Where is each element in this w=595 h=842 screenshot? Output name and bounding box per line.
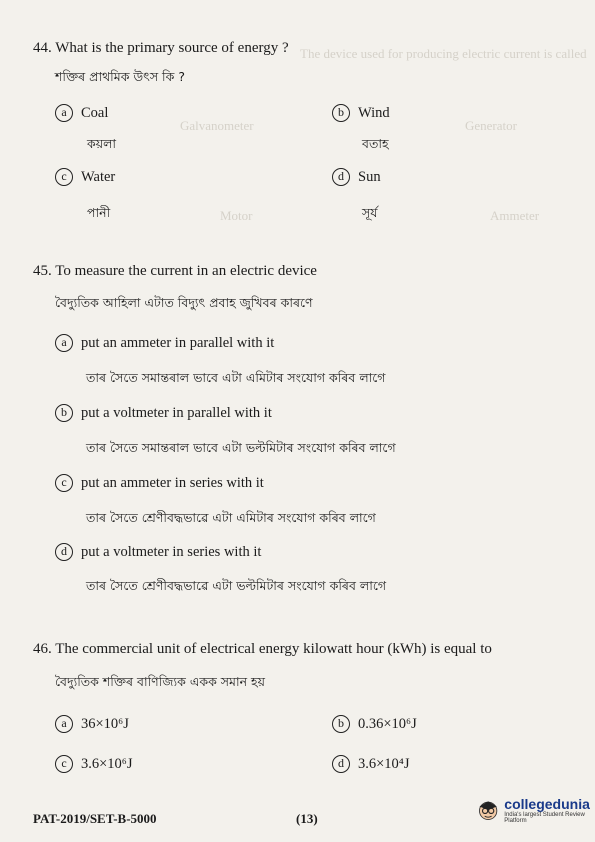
q44-option-a[interactable] — [55, 104, 108, 122]
q44-option-d[interactable] — [332, 168, 381, 186]
option-text: put an ammeter in parallel with it — [81, 334, 275, 351]
q46-option-b[interactable] — [332, 715, 417, 733]
bleed-through-text: The device used for producing electric current is called — [300, 46, 587, 61]
q45-option-d-translation: তাৰ সৈতে শ্ৰেণীবদ্ধভাৱে এটা ভল্টমিটাৰ সংযোগ কৰিব লাগে — [86, 578, 387, 593]
collegedunia-logo[interactable] — [476, 796, 595, 824]
option-letter-c: c — [55, 474, 73, 492]
option-text: 3.6×10⁶J — [81, 755, 133, 772]
option-text: put a voltmeter in parallel with it — [81, 404, 272, 421]
option-text: put a voltmeter in series with it — [81, 543, 262, 560]
bleed-through-text: Ammeter — [490, 208, 540, 223]
option-text: 36×10⁶J — [81, 715, 129, 732]
q45-option-a-translation: তাৰ সৈতে সমান্তৰাল ভাবে এটা এমিটাৰ সংযোগ কৰিব লাগে — [86, 370, 386, 385]
option-letter-b: b — [332, 104, 350, 122]
logo-tagline: India's largest Student Review Platform — [504, 812, 585, 824]
q44-title: 44. What is the primary source of energy ? — [33, 40, 289, 56]
q46-subtitle: বৈদ্যুতিক শক্তিৰ বাণিজ্যিক একক সমান হয় — [55, 674, 265, 689]
option-letter-c: c — [55, 755, 73, 773]
option-text: Coal — [81, 104, 109, 121]
q46-option-c[interactable] — [55, 755, 133, 773]
option-letter-c: c — [55, 168, 73, 186]
logo-name: collegedunia — [504, 796, 590, 812]
q46-title: 46. The commercial unit of electrical energy kilowatt hour (kWh) is equal to — [33, 641, 492, 657]
q46-option-a[interactable] — [55, 715, 129, 733]
bleed-through-text: Generator — [465, 118, 517, 133]
bleed-through-text: Motor — [220, 208, 253, 223]
q44-option-c[interactable] — [55, 168, 115, 186]
q45-subtitle: বৈদ্যুতিক আহিলা এটাত বিদ্যুৎ প্ৰবাহ জুখিবৰ কাৰণে — [55, 295, 313, 310]
option-text: Water — [81, 168, 116, 185]
q44-option-a-translation: কয়লা — [87, 136, 117, 151]
footer-exam-code: PAT-2019/SET-B-5000 — [33, 811, 157, 826]
q44-option-b-translation: বতাহ — [362, 136, 389, 151]
q45-option-c-translation: তাৰ সৈতে শ্ৰেণীবদ্ধভাৱে এটা এমিটাৰ সংযোগ কৰিব লাগে — [86, 510, 376, 525]
q44-option-c-translation: পানী — [87, 205, 111, 220]
q45-option-b[interactable] — [55, 404, 272, 422]
option-letter-d: d — [332, 755, 350, 773]
q44-option-b[interactable] — [332, 104, 390, 122]
q45-option-b-translation: তাৰ সৈতে সমান্তৰাল ভাবে এটা ভল্টমিটাৰ সংযোগ কৰিব লাগে — [86, 440, 396, 455]
option-text: put an ammeter in series with it — [81, 474, 264, 491]
option-letter-a: a — [55, 715, 73, 733]
q44-subtitle: শক্তিৰ প্ৰাথমিক উৎস কি ? — [55, 69, 185, 84]
option-letter-d: d — [332, 168, 350, 186]
q45-title: 45. To measure the current in an electric device — [33, 263, 317, 279]
option-text: 3.6×10⁴J — [358, 755, 410, 772]
q45-option-a[interactable] — [55, 334, 274, 352]
q45-option-d[interactable] — [55, 543, 261, 561]
q45-option-c[interactable] — [55, 474, 264, 492]
option-letter-d: d — [55, 543, 73, 561]
q46-option-d[interactable] — [332, 755, 410, 773]
option-text: Wind — [358, 104, 390, 121]
q44-option-d-translation: সূৰ্য — [362, 205, 378, 220]
option-letter-b: b — [332, 715, 350, 733]
option-text: 0.36×10⁶J — [358, 715, 417, 732]
student-mascot-icon — [476, 796, 500, 824]
footer-page-number: (13) — [296, 811, 318, 826]
option-letter-a: a — [55, 104, 73, 122]
option-letter-a: a — [55, 334, 73, 352]
option-text: Sun — [358, 168, 381, 185]
bleed-through-text: Galvanometer — [180, 118, 254, 133]
option-letter-b: b — [55, 404, 73, 422]
